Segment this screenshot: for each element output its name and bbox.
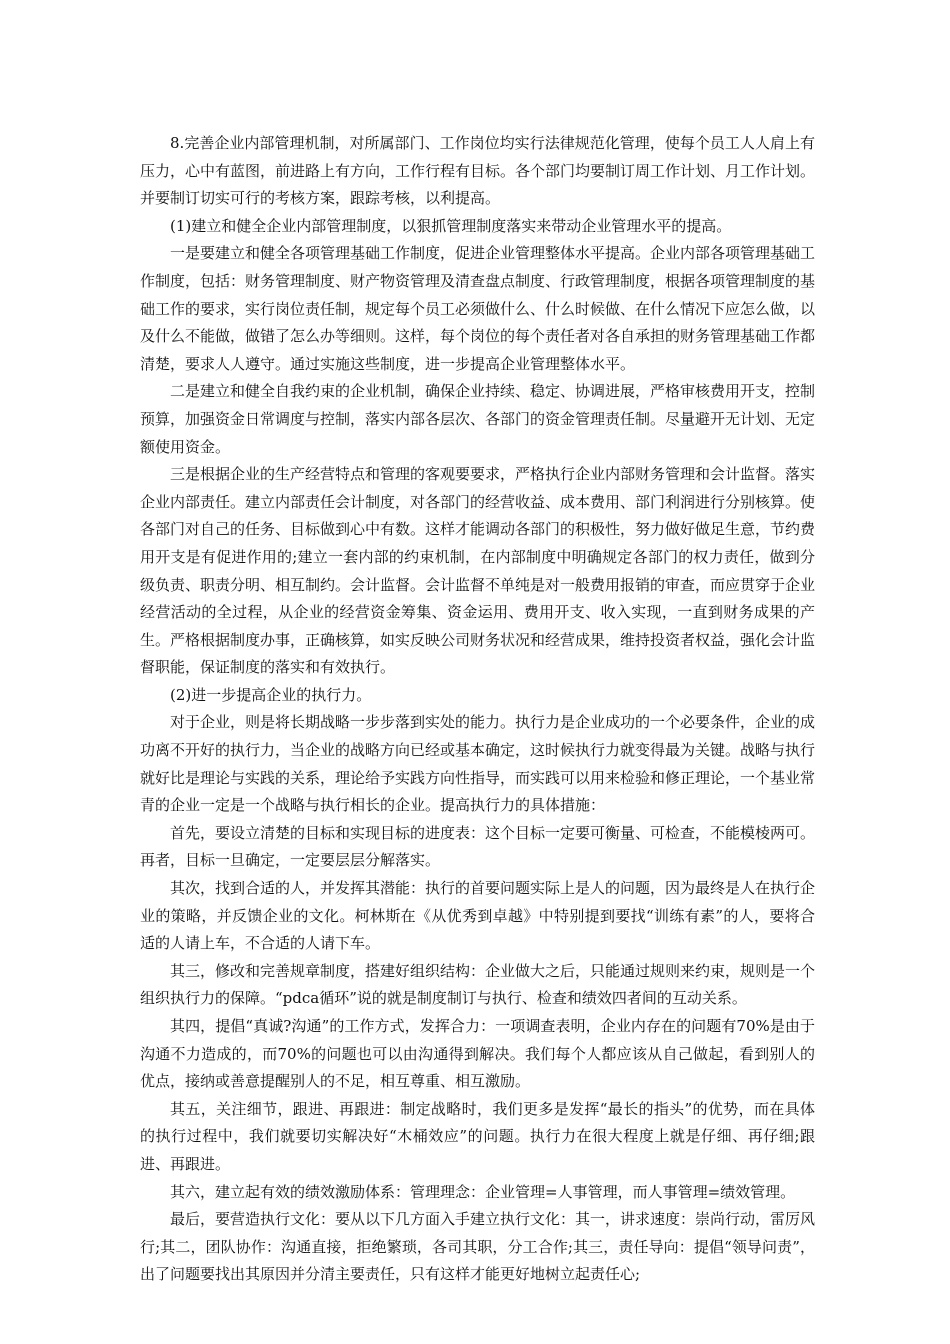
paragraph-subsection-1: (1)建立和健全企业内部管理制度，以狠抓管理制度落实来带动企业管理水平的提高。 — [170, 216, 732, 235]
paragraph-measure-third: 其三，修改和完善规章制度，搭建好组织结构：企业做大之后，只能通过规则来约束，规则是一个组织执行力的保障。“pdca循环”说的就是制度制订与执行、检查和绩效四者间的互动关系。 — [140, 961, 816, 1008]
paragraph-point-3: 三是根据企业的生产经营特点和管理的客观要要求，严格执行企业内部财务管理和会计监督。落实企业内部责任。建立内部责任会计制度，对各部门的经营收益、成本费用、部门利润进行分别核算。使各部门对自己的任务、目标做到心中有数。这样才能调动各部门的积极性，努力做好做足生意，节约费用开支是有促进作用的;建立一套内部的约束机制，在内部制度中明确规定各部门的权力责任，做到分级负责、职责分明、相互制约。会计监督。会计监督不单纯是对一般费用报销的审查，而应贯穿于企业经营活动的全过程，从企业的经营资金筹集、资金运用、费用开支、收入实现，一直到财务成果的产生。严格根据制度办事，正确核算，如实反映公司财务状况和经营成果，维持投资者权益，强化会计监督职能，保证制度的落实和有效执行。 — [140, 465, 816, 677]
paragraph-measure-fifth: 其五，关注细节，跟进、再跟进：制定战略时，我们更多是发挥“最长的指头”的优势，而在具体的执行过程中，我们就要切实解决好“木桶效应”的问题。执行力在很大程度上就是仔细、再仔细;跟进、再跟进。 — [140, 1099, 815, 1173]
paragraph-measure-last: 最后，要营造执行文化：要从以下几方面入手建立执行文化：其一，讲求速度：崇尚行动，雷厉风行;其二，团队协作：沟通直接，拒绝繁琐，各司其职，分工合作;其三，责任导向：提倡“领导问责”，出了问题要找出其原因并分清主要责任，只有这样才能更好地树立起责任心; — [140, 1210, 816, 1284]
paragraph-measure-sixth: 其六，建立起有效的绩效激励体系：管理理念：企业管理=人事管理，而人事管理=绩效管理。 — [170, 1182, 796, 1201]
paragraph-section-8: 8.完善企业内部管理机制，对所属部门、工作岗位均实行法律规范化管理，使每个员工人人肩上有压力，心中有蓝图，前进路上有方向，工作行程有目标。各个部门均要制订周工作计划、月工作计划。并要制订切实可行的考核方案，跟踪考核，以利提高。 — [140, 134, 816, 208]
paragraph-point-1: 一是要建立和健全各项管理基础工作制度，促进企业管理整体水平提高。企业内部各项管理基础工作制度，包括：财务管理制度、财产物资管理及清查盘点制度、行政管理制度，根据各项管理制度的基础工作的要求，实行岗位责任制，规定每个员工必须做什么、什么时候做、在什么情况下应怎么做，以及什么不能做，做错了怎么办等细则。这样，每个岗位的每个责任者对各自承担的财务管理基础工作都清楚，要求人人遵守。通过实施这些制度，进一步提高企业管理整体水平。 — [140, 244, 816, 373]
paragraph-measure-first: 首先，要设立清楚的目标和实现目标的进度表：这个目标一定要可衡量、可检查，不能模棱两可。再者，目标一旦确定，一定要层层分解落实。 — [140, 823, 816, 870]
paragraph-subsection-2: (2)进一步提高企业的执行力。 — [170, 685, 372, 704]
paragraph-point-2: 二是建立和健全自我约束的企业机制，确保企业持续、稳定、协调进展，严格审核费用开支，控制预算，加强资金日常调度与控制，落实内部各层次、各部门的资金管理责任制。尽量避开无计划、无定额使用资金。 — [140, 382, 816, 456]
paragraph-execution-intro: 对于企业，则是将长期战略一步步落到实处的能力。执行力是企业成功的一个必要条件，企业的成功离不开好的执行力，当企业的战略方向已经或基本确定，这时候执行力就变得最为关键。战略与执行就好比是理论与实践的关系，理论给予实践方向性指导，而实践可以用来检验和修正理论，一个基业常青的企业一定是一个战略与执行相长的企业。提高执行力的具体措施： — [140, 713, 816, 815]
paragraph-measure-fourth: 其四，提倡“真诚?沟通”的工作方式，发挥合力：一项调查表明，企业内存在的问题有70%是由于沟通不力造成的，而70%的问题也可以由沟通得到解决。我们每个人都应该从自己做起，看到别人的优点，接纳或善意提醒别人的不足，相互尊重、相互激励。 — [140, 1017, 815, 1091]
paragraph-measure-second: 其次，找到合适的人，并发挥其潜能：执行的首要问题实际上是人的问题，因为最终是人在执行企业的策略，并反馈企业的文化。柯林斯在《从优秀到卓越》中特别提到要找“训练有素”的人，要将合适的人请上车，不合适的人请下车。 — [140, 879, 816, 953]
document-body — [140, 130, 815, 1289]
